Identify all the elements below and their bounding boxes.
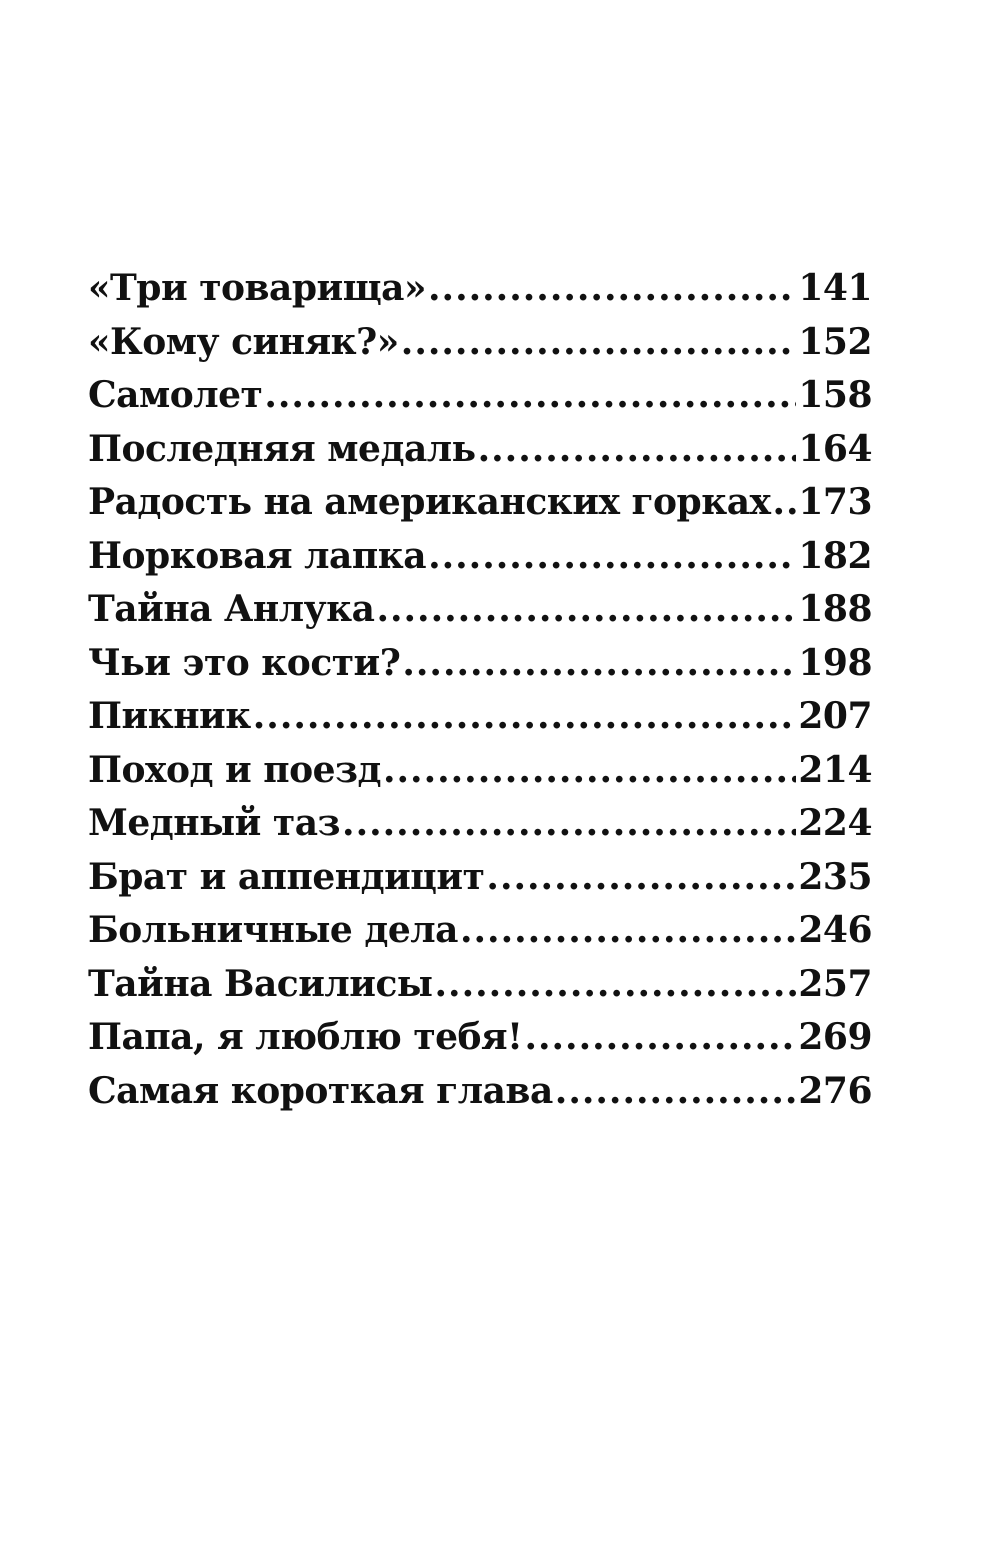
toc-entry-title: Чьи это кости? bbox=[88, 641, 401, 684]
toc-entry bbox=[88, 423, 872, 477]
toc-entry bbox=[88, 1011, 872, 1065]
toc-entry bbox=[88, 530, 872, 584]
toc-entry bbox=[88, 262, 872, 316]
dot-leader bbox=[428, 530, 796, 584]
toc-entry bbox=[88, 583, 872, 637]
toc-entry-page-number: 182 bbox=[798, 534, 872, 577]
toc-entry bbox=[88, 744, 872, 798]
dot-leader bbox=[555, 1065, 797, 1119]
dot-leader bbox=[773, 476, 797, 530]
dot-leader bbox=[342, 797, 796, 851]
toc-entry-title: «Кому синяк?» bbox=[88, 320, 399, 363]
toc-entry bbox=[88, 1065, 872, 1119]
toc-entry bbox=[88, 904, 872, 958]
toc-entry-title: Пикник bbox=[88, 695, 251, 737]
toc-entry-title: Больничные дела bbox=[88, 909, 458, 951]
dot-leader bbox=[383, 744, 796, 798]
toc-entry-title: Поход и поезд bbox=[88, 748, 381, 791]
toc-entry-page-number: 269 bbox=[798, 1016, 872, 1058]
toc-entry-title: Самая короткая глава bbox=[88, 1069, 553, 1112]
toc-entry-title: Радость на американских горках bbox=[88, 481, 771, 523]
toc-entry-title: «Три товарища» bbox=[88, 267, 427, 309]
toc-entry-page-number: 158 bbox=[798, 374, 872, 416]
toc-entry-page-number: 141 bbox=[798, 267, 872, 309]
toc-entry bbox=[88, 690, 872, 744]
dot-leader bbox=[428, 262, 796, 316]
toc-entry-page-number: 235 bbox=[798, 855, 872, 898]
toc-entry-page-number: 164 bbox=[798, 427, 872, 470]
toc-entry-title: Самолет bbox=[88, 374, 263, 416]
dot-leader bbox=[264, 369, 796, 423]
toc-entry bbox=[88, 851, 872, 905]
dot-leader bbox=[376, 583, 796, 637]
toc-entry-page-number: 246 bbox=[798, 909, 872, 951]
toc-entry-title: Норковая лапка bbox=[88, 534, 427, 577]
dot-leader bbox=[253, 690, 797, 744]
toc-entry-page-number: 173 bbox=[798, 481, 872, 523]
toc-entry-title: Последняя медаль bbox=[88, 427, 476, 470]
toc-entry-title: Брат и аппендицит bbox=[88, 855, 485, 898]
dot-leader bbox=[486, 851, 796, 905]
toc-entry bbox=[88, 958, 872, 1012]
dot-leader bbox=[435, 958, 797, 1012]
toc-entry-title: Медный таз bbox=[88, 802, 341, 844]
dot-leader bbox=[524, 1011, 796, 1065]
toc-entry-page-number: 276 bbox=[798, 1069, 872, 1112]
toc-entry bbox=[88, 476, 872, 530]
toc-entry-page-number: 188 bbox=[798, 588, 872, 630]
toc-entry-page-number: 198 bbox=[798, 641, 872, 684]
toc-entry-page-number: 224 bbox=[798, 802, 872, 844]
toc-entry-page-number: 152 bbox=[798, 320, 872, 363]
table-of-contents bbox=[88, 262, 872, 1118]
toc-entry-page-number: 214 bbox=[798, 748, 872, 791]
dot-leader bbox=[478, 423, 797, 477]
toc-entry-title: Тайна Анлука bbox=[88, 588, 375, 630]
dot-leader bbox=[460, 904, 796, 958]
toc-entry-page-number: 257 bbox=[798, 962, 872, 1005]
toc-entry bbox=[88, 797, 872, 851]
toc-entry bbox=[88, 637, 872, 691]
dot-leader bbox=[401, 316, 797, 370]
toc-entry-page-number: 207 bbox=[798, 695, 872, 737]
toc-entry bbox=[88, 369, 872, 423]
toc-entry bbox=[88, 316, 872, 370]
toc-entry-title: Тайна Василисы bbox=[88, 962, 433, 1005]
dot-leader bbox=[402, 637, 796, 691]
toc-entry-title: Папа, я люблю тебя! bbox=[88, 1016, 523, 1058]
